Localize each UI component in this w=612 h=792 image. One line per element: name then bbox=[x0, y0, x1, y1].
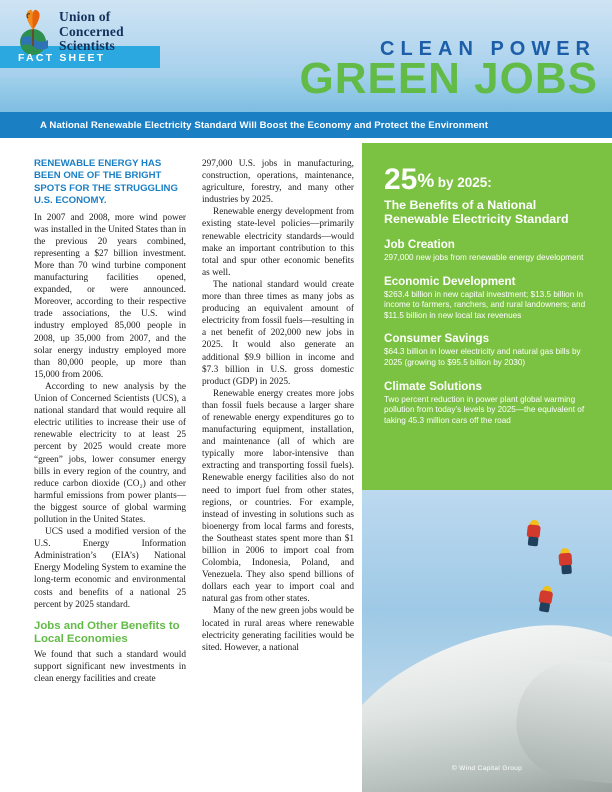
photo-worker bbox=[536, 585, 557, 614]
sidebar-section bbox=[384, 238, 594, 264]
sidebar-section-body: 297,000 new jobs from renewable energy development bbox=[384, 253, 584, 262]
c1-paragraph-2: According to new analysis by the Union of Concerned Scientists (UCS), a national standard that would require all electric utilities to increase their use of renewable electricity to at least 25 percent by 2025 would create more “green” jobs, lower consumer energy bills in every region of the country, and reduce carbon dioxide (CO₂) and other harmful emissions from power plants—the biggest source of global warming pollution in the United States. bbox=[34, 381, 186, 525]
sidebar-section-title: Climate Solutions bbox=[384, 379, 482, 393]
page-header bbox=[0, 0, 612, 112]
c2-paragraph-4: Renewable energy creates more jobs than fossil fuels because a larger share of renewable energy expenditures go to manufacturing equipment, installation, and maintenance (all of which are typically more labor-intensive than extracting and transporting fossil fuels). Renewable energy facilities also do not need to import fuel from other states, regions, or countries. For example, instead of investing in solutions such as bioenergy from local farms and forests, the Southeast states spent more than $1 billion in 2006 to import coal from Colombia, Indonesia, Poland, and Venezuela. They also spend billions of dollars each year to import coal and natural gas from other states. bbox=[202, 388, 354, 605]
tagline-text: A National Renewable Electricity Standard Will Boost the Economy and Protect the Environment bbox=[40, 119, 489, 131]
benefits-sidebar bbox=[362, 143, 612, 490]
sidebar-big-number: 25 bbox=[384, 163, 418, 196]
sidebar-section bbox=[384, 275, 594, 322]
sidebar-by-year: by 2025: bbox=[437, 175, 492, 190]
sidebar-section-title: Job Creation bbox=[384, 238, 455, 251]
sidebar-section-title: Economic Development bbox=[384, 274, 516, 288]
sidebar-section bbox=[384, 332, 594, 368]
c1-paragraph-3: UCS used a modified version of the U.S. Energy Information Administration’s (EIA’s) National Energy Modeling System to examine the long-term economic and environmental costs and benefits of a national 25 percent by 2025 standard. bbox=[34, 527, 186, 610]
c2-paragraph-2: Renewable energy development from existing state-level policies—primarily renewable electricity standards—would make an important contribution to this total and spur other economic benefits as well. bbox=[202, 207, 354, 278]
sidebar-section-body: $263.4 billion in new capital investment; $13.5 billion in income to farmers, ranchers, and rural landowners; and $11.5 billion in new local tax revenues bbox=[384, 289, 586, 320]
ucs-name bbox=[59, 8, 124, 54]
column-two bbox=[202, 158, 354, 654]
photo-credit: © Wind Capital Group bbox=[451, 765, 523, 772]
turbine-photo bbox=[362, 490, 612, 792]
ucs-name-line-1: Union of bbox=[59, 9, 111, 24]
sidebar-percent-symbol: % bbox=[417, 171, 435, 192]
page-title: GREEN JOBS bbox=[299, 54, 598, 103]
column-one bbox=[34, 158, 186, 685]
earth-butterfly-icon bbox=[18, 8, 52, 58]
fact-sheet-label: FACT SHEET bbox=[18, 52, 106, 64]
sidebar-section-body: Two percent reduction in power plant global warming pollution from today’s levels by 2025—the equivalent of taking 45.3 million cars off the road bbox=[384, 394, 585, 425]
c2-paragraph-1: 297,000 U.S. jobs in manufacturing, construction, operations, maintenance, agriculture, forestry, and many other industries by 2025. bbox=[202, 159, 354, 206]
c2-paragraph-3: The national standard would create more than three times as many jobs as producing an equivalent amount of electricity from fossil fuels—resulting in a net benefit of 202,000 new jobs in 2025. It would also generate an additional $9.9 billion in income and $7.3 billion in U.S. gross domestic product (GDP) in 2025. bbox=[202, 279, 354, 387]
sidebar-section-title: Consumer Savings bbox=[384, 332, 490, 346]
ucs-name-line-3: Scientists bbox=[59, 38, 115, 53]
sidebar-headline-block bbox=[384, 165, 594, 226]
photo-worker bbox=[557, 547, 576, 574]
c2-paragraph-5: Many of the new green jobs would be located in rural areas where renewable electricity generating facilities would be sited. However, a national bbox=[202, 606, 354, 653]
header-kicker: CLEAN POWER bbox=[380, 38, 596, 60]
ucs-name-line-2: Concerned bbox=[59, 23, 124, 39]
lede-paragraph: RENEWABLE ENERGY HAS BEEN ONE OF THE BRIGHT SPOTS FOR THE STRUGGLING U.S. ECONOMY. bbox=[34, 158, 178, 207]
c1-paragraph-1: In 2007 and 2008, more wind power was installed in the United States than in the previous 20 years combined, representing a $27 billion investment. More than 70 wind turbine component manufacturing facilities opened, expanded, or were announced. Moreover, according to their respective trade associations, the U.S. wind industry employed 85,000 people in 2008, up 35,000 from 2007, and the solar energy industry employed more than 80,000 people, up more than 15,000 from 2006. bbox=[34, 212, 186, 380]
sidebar-section-body: $64.3 billion in lower electricity and natural gas bills by 2025 (growing to $95.5 billion by 2030) bbox=[384, 347, 581, 367]
tagline-bar bbox=[0, 112, 612, 138]
c1-paragraph-4: We found that such a standard would support significant new investments in clean energy facilities and create bbox=[34, 649, 186, 684]
sidebar-headline: The Benefits of a National Renewable Electricity Standard bbox=[384, 198, 569, 226]
c1-subheading: Jobs and Other Benefits to Local Economies bbox=[34, 619, 180, 645]
sidebar-section bbox=[384, 380, 594, 427]
photo-worker bbox=[525, 519, 545, 547]
